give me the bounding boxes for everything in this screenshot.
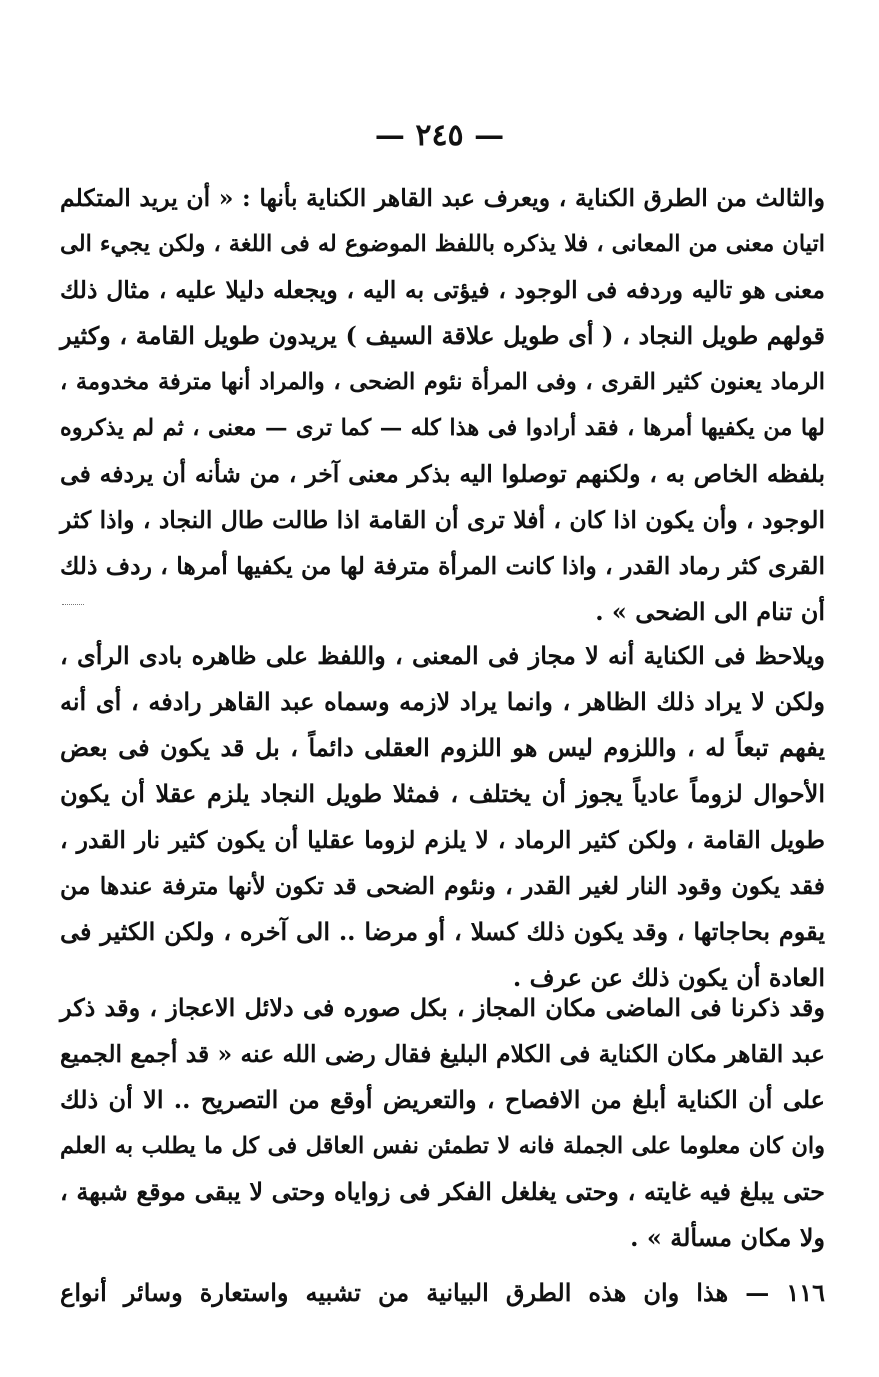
text-line: وان كان معلوما على الجملة فانه لا تطمئن نفس العاقل فى كل ما يطلب به العلم	[60, 1133, 825, 1159]
paragraph-kinaya-eloquence	[60, 985, 825, 1261]
text-line: فقد يكون وقود النار لغير القدر ، ونئوم الضحى قد تكون لأنها مترفة عندها من	[60, 872, 825, 900]
text-line: عبد القاهر مكان الكناية فى الكلام البليغ فقال رضى الله عنه « قد أجمع الجميع	[60, 1040, 825, 1068]
text-line: اتيان معنى من المعانى ، فلا يذكره باللفظ الموضوع له فى اللغة ، ولكن يجيء الى	[60, 231, 825, 257]
text-line: يقوم بحاجاتها ، وقد يكون ذلك كسلا ، أو مرضا .. الى آخره ، ولكن الكثير فى	[60, 917, 825, 946]
text-line: لها من يكفيها أمرها ، فقد أرادوا فى هذا كله — كما ترى — معنى ، ثم لم يذكروه	[60, 415, 825, 441]
text-line: الوجود ، وأن يكون اذا كان ، أفلا ترى أن القامة اذا طالت طال النجاد ، واذا كثر	[60, 506, 825, 534]
text-line: معنى هو تاليه وردفه فى الوجود ، فيؤتى به اليه ، ويجعله دليلا عليه ، مثال ذلك	[60, 276, 825, 304]
text-line: الأحوال لزوماً عادياً يجوز أن يختلف ، فمثلا طويل النجاد يلزم عقلا أن يكون	[60, 779, 825, 808]
text-line: العادة أن يكون ذلك عن عرف .	[512, 963, 825, 992]
text-line: طويل القامة ، ولكن كثير الرماد ، لا يلزم لزوما عقليا أن يكون كثير نار القدر ،	[60, 826, 825, 854]
text-line: بلفظه الخاص به ، ولكنهم توصلوا اليه بذكر معنى آخر ، من شأنه أن يردفه فى	[60, 460, 825, 488]
text-line: حتى يبلغ فيه غايته ، وحتى يغلغل الفكر فى زواياه وحتى لا يبقى موقع شبهة ،	[60, 1177, 826, 1206]
paragraph-numbered-116	[60, 1270, 825, 1316]
page-number: — ٢٤٥ —	[374, 118, 505, 153]
text-line: ولا مكان مسألة » .	[630, 1223, 825, 1252]
text-line: وقد ذكرنا فى الماضى مكان المجاز ، بكل صوره فى دلائل الاعجاز ، وقد ذكر	[60, 993, 825, 1022]
text-line: على أن الكناية أبلغ من الافصاح ، والتعريض أوقع من التصريح .. الا أن ذلك	[60, 1085, 825, 1114]
paragraph-kinaya-note	[60, 633, 825, 1001]
text-line: يفهم تبعاً له ، واللزوم ليس هو اللزوم العقلى دائماً ، بل قد يكون فى بعض	[60, 733, 825, 762]
text-line: قولهم طويل النجاد ، ( أى طويل علاقة السيف ) يريدون طويل القامة ، وكثير	[60, 321, 825, 350]
text-line: ١١٦ — هذا وان هذه الطرق البيانية من تشبيه واستعارة وسائر أنواع	[60, 1278, 825, 1307]
text-line: والثالث من الطرق الكناية ، ويعرف عبد القاهر الكناية بأنها : « أن يريد المتكلم	[60, 184, 825, 212]
text-line: القرى كثر رماد القدر ، واذا كانت المرأة مترفة لها من يكفيها أمرها ، ردف ذلك	[60, 552, 825, 580]
paragraph-kinaya-definition	[60, 175, 825, 635]
text-line: الرماد يعنون كثير القرى ، وفى المرأة نئوم الضحى ، والمراد أنها مترفة مخدومة ،	[60, 369, 825, 395]
text-line: أن تنام الى الضحى » .	[595, 597, 825, 626]
text-line: ولكن لا يراد ذلك الظاهر ، وانما يراد لازمه وسماه عبد القاهر رادفه ، أى أنه	[60, 687, 825, 716]
text-line: ويلاحظ فى الكناية أنه لا مجاز فى المعنى ، واللفظ على ظاهره بادى الرأى ،	[60, 641, 825, 670]
dotted-mark	[62, 604, 84, 605]
